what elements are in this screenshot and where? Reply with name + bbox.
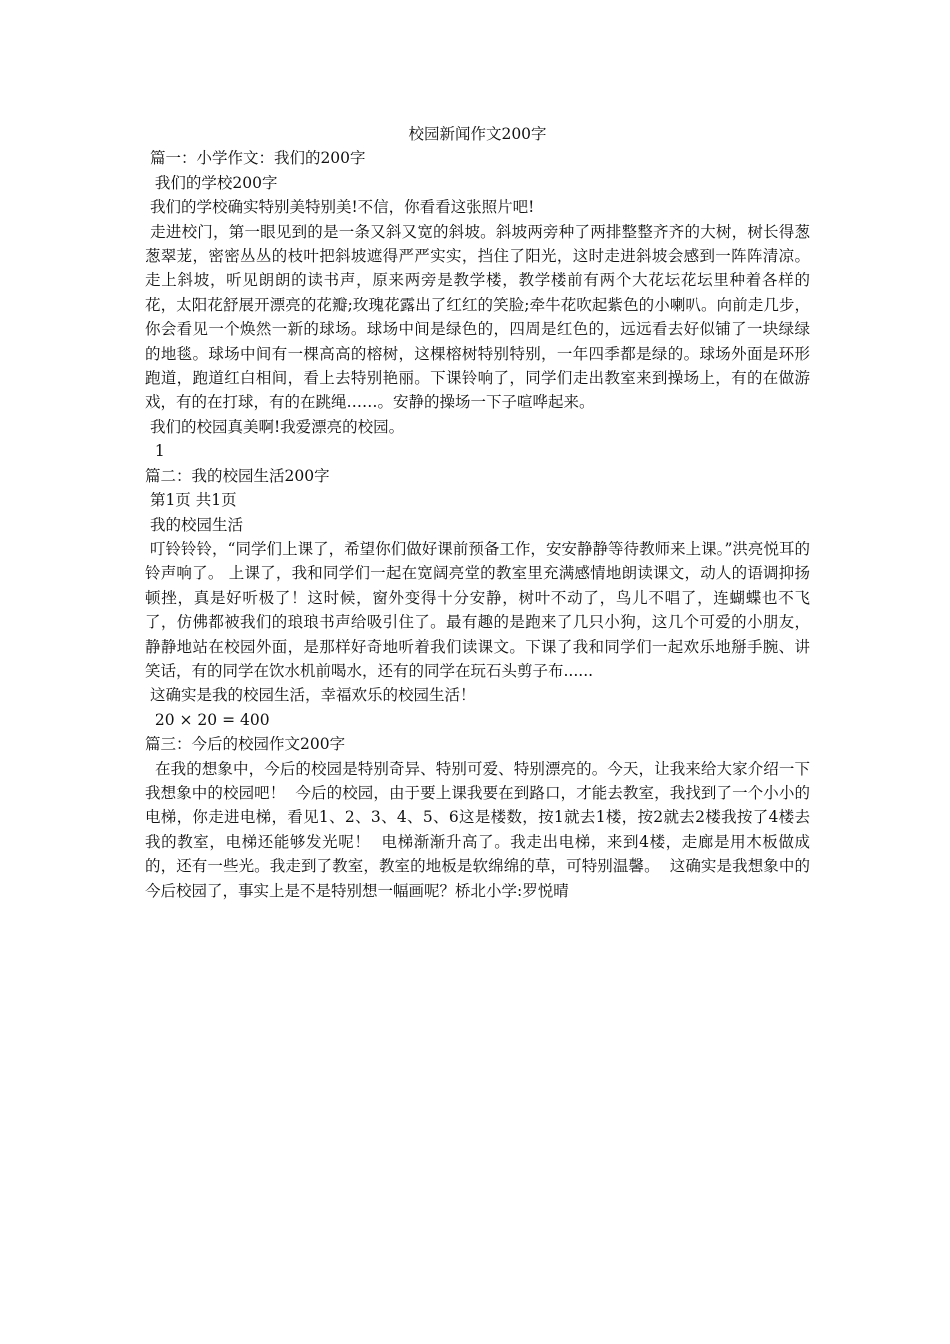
paragraph: 这确实是我的校园生活，幸福欢乐的校园生活！ bbox=[145, 686, 476, 705]
section-one-heading: 篇一：小学作文：我们的200字 bbox=[145, 149, 366, 168]
paragraph: 我们的校园真美啊!我爱漂亮的校园。 bbox=[145, 417, 405, 436]
page-count: 第1页 共1页 bbox=[145, 491, 237, 510]
document-title: 校园新闻作文200字 bbox=[408, 125, 547, 143]
word-count-note: 20 × 20 = 400 bbox=[145, 710, 270, 729]
paragraph: 叮铃铃铃，“同学们上课了，希望你们做好课前预备工作，安安静静等待教师来上课。”洪亮悦耳的铃声响了。 上课了，我和同学们一起在宽阔亮堂的教室里充满感情地朗读课文，动人的语调抑扬顿挫，真是好听极了！这时候，窗外变得十分安静，树叶不动了，鸟儿不唱了，连蝴蝶也不飞了，仿佛都被我们的琅琅书声给吸引住了。最有趣的是跑来了几只小狗，这几个可爱的小朋友，静静地站在校园外面，是那样好奇地听着我们读课文。下课了我和同学们一起欢乐地掰手腕、讲笑话，有的同学在饮水机前喝水，还有的同学在玩石头剪子布...... bbox=[145, 539, 810, 680]
essay-two-title: 我的校园生活 bbox=[145, 515, 243, 534]
paragraph: 我们的学校确实特别美特别美!不信，你看看这张照片吧! bbox=[145, 198, 535, 217]
essay-one-title: 我们的学校200字 bbox=[145, 173, 278, 192]
page-number: 1 bbox=[145, 442, 165, 461]
section-three-heading: 篇三：今后的校园作文200字 bbox=[145, 735, 346, 754]
paragraph: 在我的想象中，今后的校园是特别奇异、特别可爱、特别漂亮的。今天，让我来给大家介绍一下我想象中的校园吧！ 今后的校园，由于要上课我要在到路口，才能去教室，我找到了一个小小的电梯，你走进电梯，看见1、2、3、4、5、6这是楼数，按1就去1楼，按2就去2楼我按了4楼去我的教室，电梯还能够发光呢！ 电梯渐渐升高了。我走出电梯，来到4楼，走廊是用木板做成的，还有一些光。我走到了教室，教室的地板是软绵绵的草，可特别温馨。 这确实是我想象中的今后校园了，事实上是不是特别想一幅画呢？桥北小学:罗悦晴 bbox=[145, 759, 810, 900]
section-two-heading: 篇二：我的校园生活200字 bbox=[145, 466, 330, 485]
document-page bbox=[145, 122, 810, 903]
paragraph: 走进校门，第一眼见到的是一条又斜又宽的斜坡。斜坡两旁种了两排整整齐齐的大树，树长得葱葱翠茏，密密丛丛的枝叶把斜坡遮得严严实实，挡住了阳光，这时走进斜坡会感到一阵阵清凉。走上斜坡，听见朗朗的读书声，原来两旁是教学楼，教学楼前有两个大花坛花坛里种着各样的花，太阳花舒展开漂亮的花瓣;玫瑰花露出了红红的笑脸;牵牛花吹起紫色的小喇叭。向前走几步，你会看见一个焕然一新的球场。球场中间是绿色的，四周是红色的，远远看去好似铺了一块绿绿的地毯。球场中间有一棵高高的榕树，这棵榕树特别特别，一年四季都是绿的。球场外面是环形跑道，跑道红白相间，看上去特别艳丽。下课铃响了，同学们走出教室来到操场上，有的在做游戏，有的在打球，有的在跳绳……。安静的操场一下子喧哗起来。 bbox=[145, 222, 810, 412]
